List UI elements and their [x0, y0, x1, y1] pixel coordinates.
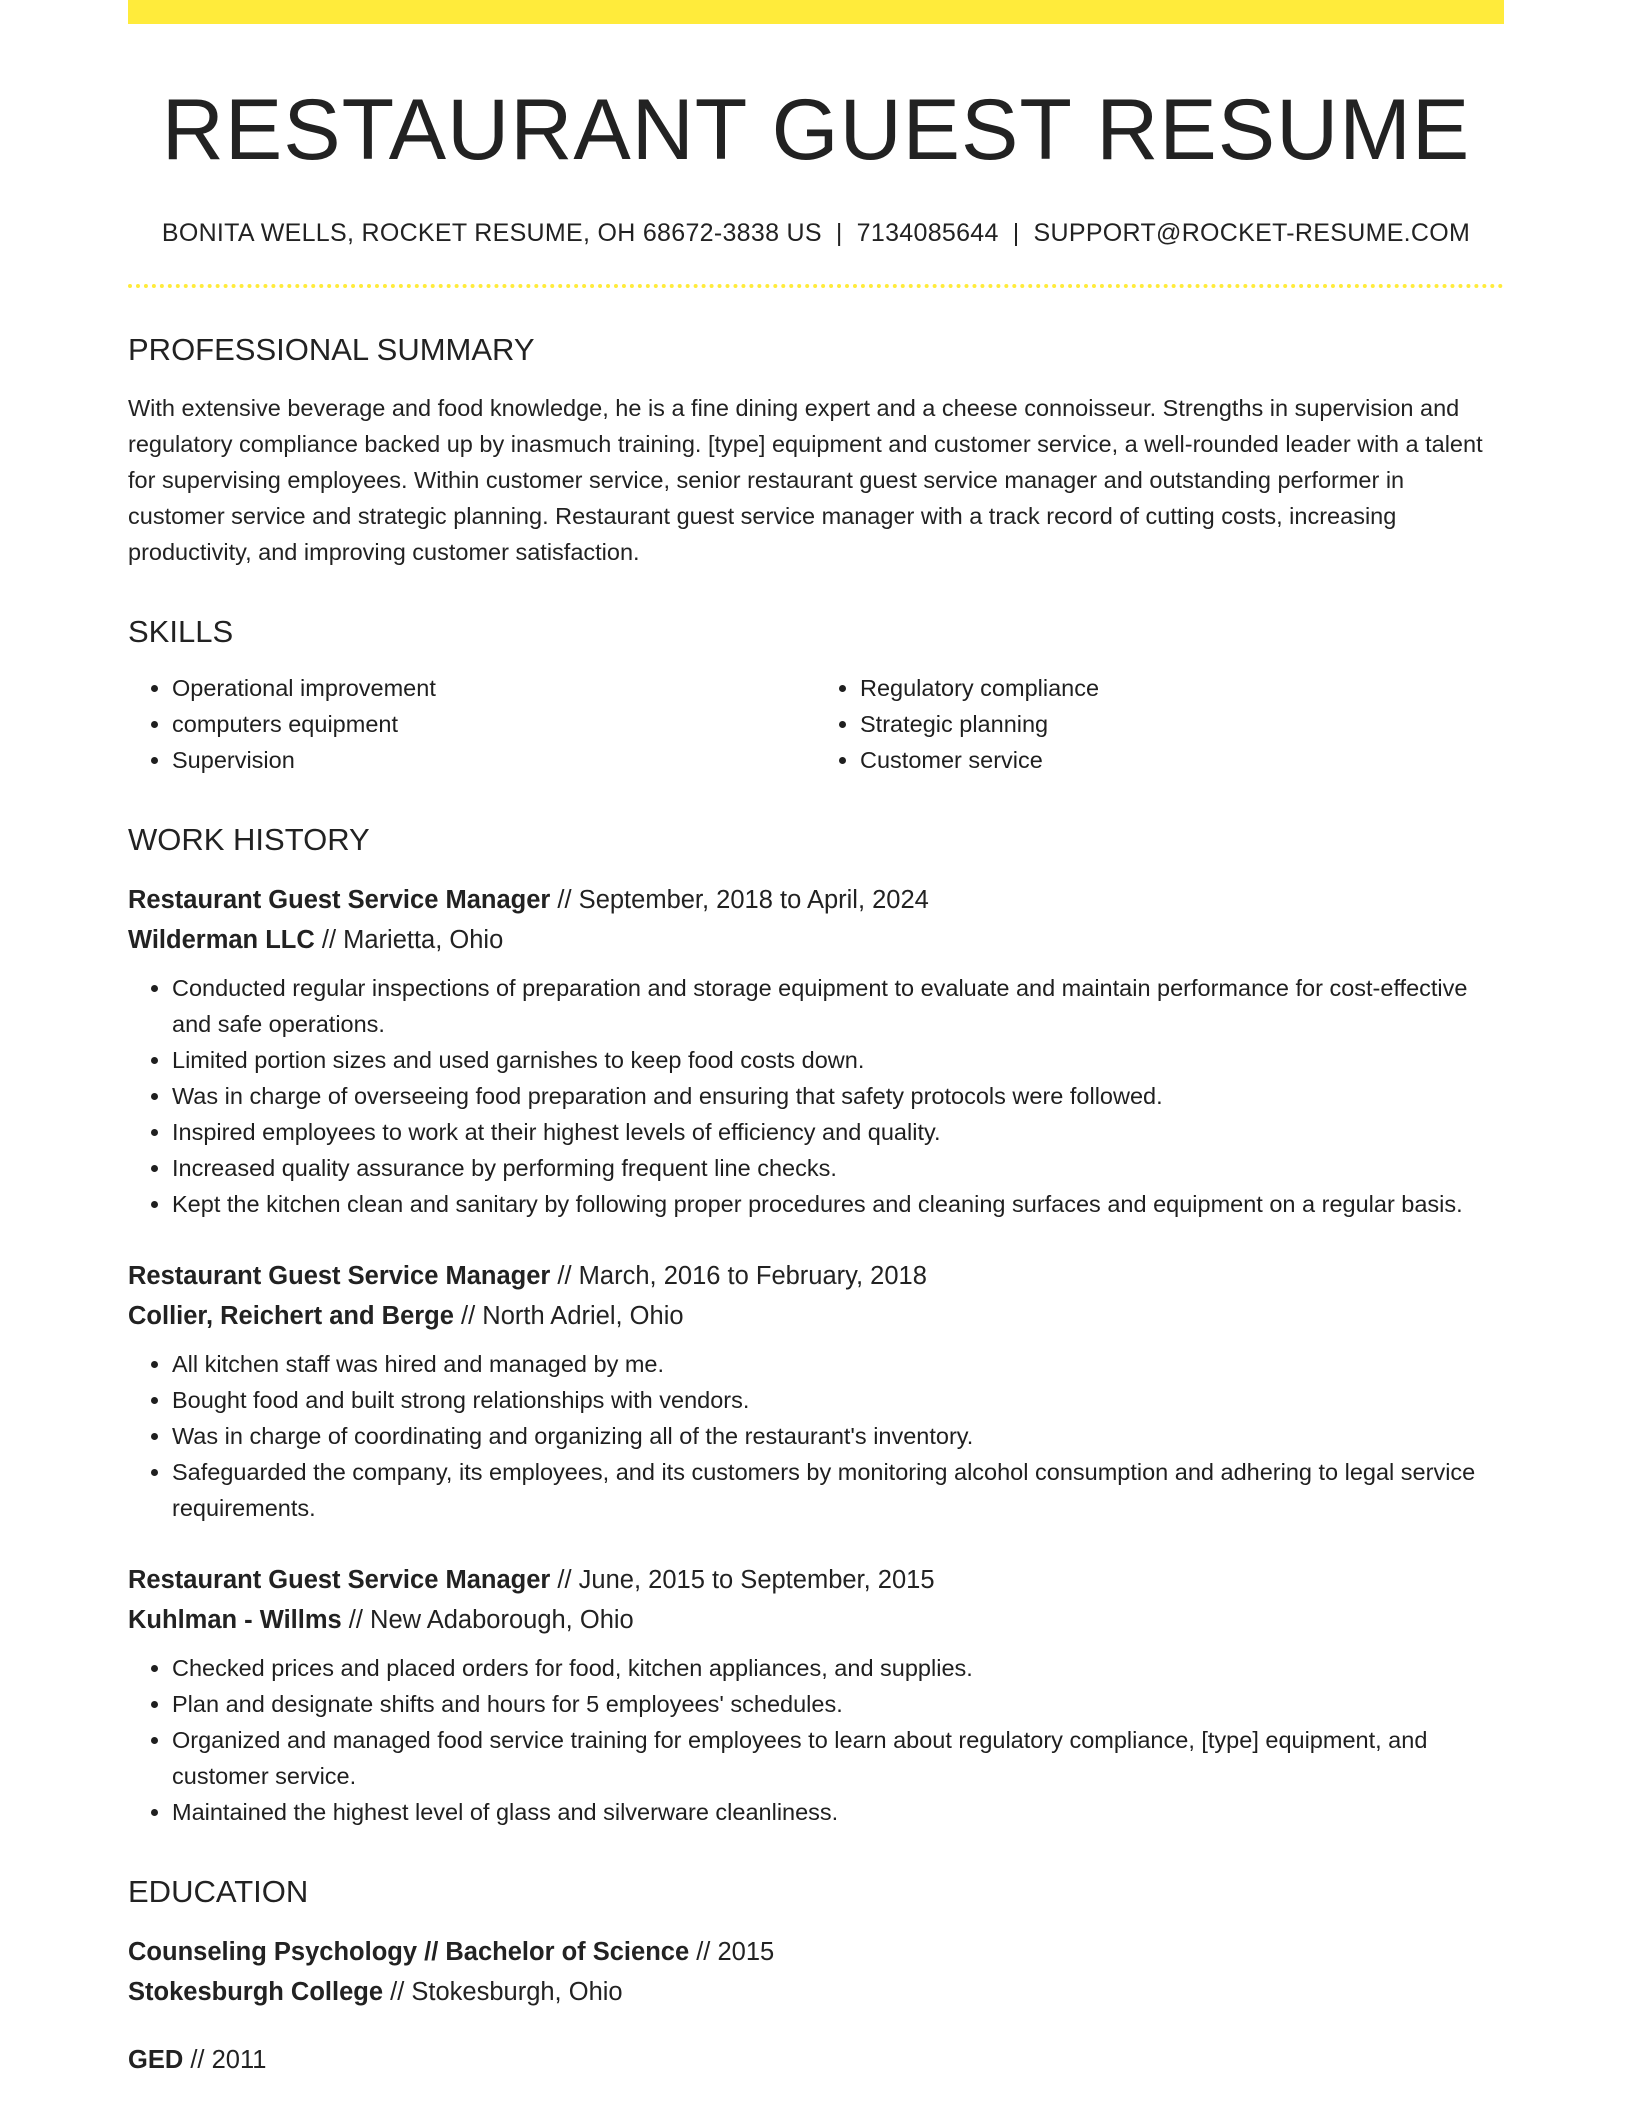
- education-entry: [128, 2040, 1504, 2080]
- education-year: // 2015: [689, 1938, 775, 1966]
- job-title: Restaurant Guest Service Manager: [128, 1566, 551, 1594]
- job-title-line: [128, 880, 1504, 920]
- contact-separator: |: [835, 219, 843, 247]
- skill-item: • Supervision: [172, 742, 816, 778]
- education-location: // Stokesburgh, Ohio: [383, 1978, 623, 2006]
- job-bullet: • Conducted regular inspections of preparation and storage equipment to evaluate and maintain performance for cost-effective and safe operations.: [172, 970, 1504, 1042]
- job-bullet: • Inspired employees to work at their highest levels of efficiency and quality.: [172, 1114, 1504, 1150]
- job-location: // North Adriel, Ohio: [453, 1302, 684, 1330]
- job-bullet: • Was in charge of coordinating and organizing all of the restaurant's inventory.: [172, 1418, 1504, 1454]
- job-entry: [128, 1560, 1504, 1830]
- job-company: Collier, Reichert and Berge: [128, 1302, 454, 1330]
- job-bullet: • Maintained the highest level of glass and silverware cleanliness.: [172, 1794, 1504, 1830]
- skill-item: • computers equipment: [172, 706, 816, 742]
- education-entry: [128, 1932, 1504, 2012]
- education-school: Stokesburgh College: [128, 1978, 384, 2006]
- work-history-heading: WORK HISTORY: [128, 822, 370, 857]
- education-school-line: [128, 1972, 1504, 2012]
- skill-item: • Operational improvement: [172, 670, 816, 706]
- education-degree: Counseling Psychology // Bachelor of Science: [128, 1938, 690, 1966]
- job-bullet: • Organized and managed food service training for employees to learn about regulatory compliance, [type] equipment, and customer service.: [172, 1722, 1504, 1794]
- education-degree-line: [128, 2040, 1504, 2080]
- summary-text: With extensive beverage and food knowledge, he is a fine dining expert and a cheese connoisseur. Strengths in supervision and regulatory compliance backed up by inasmuch training. [type] equipment and customer service, a well-rounded leader with a talent for supervising employees. Within customer service, senior restaurant guest service manager and outstanding performer in customer service and strategic planning. Restaurant guest service manager with a track record of cutting costs, increasing productivity, and improving customer satisfaction.: [128, 395, 1483, 565]
- education-heading: EDUCATION: [128, 1874, 309, 1909]
- skills-heading: SKILLS: [128, 614, 234, 649]
- job-bullet: • Was in charge of overseeing food preparation and ensuring that safety protocols were followed.: [172, 1078, 1504, 1114]
- job-title-line: [128, 1256, 1504, 1296]
- skill-item: • Regulatory compliance: [860, 670, 1504, 706]
- job-bullet: • Increased quality assurance by performing frequent line checks.: [172, 1150, 1504, 1186]
- contact-email: SUPPORT@ROCKET-RESUME.COM: [1033, 219, 1471, 247]
- job-company: Wilderman LLC: [128, 926, 315, 954]
- job-bullet: • Limited portion sizes and used garnishes to keep food costs down.: [172, 1042, 1504, 1078]
- skill-item: • Customer service: [860, 742, 1504, 778]
- job-title: Restaurant Guest Service Manager: [128, 1262, 551, 1290]
- job-bullet: • Bought food and built strong relationships with vendors.: [172, 1382, 1504, 1418]
- job-bullet: • Plan and designate shifts and hours for 5 employees' schedules.: [172, 1686, 1504, 1722]
- job-company-line: [128, 1296, 1504, 1336]
- dotted-divider: [128, 284, 1504, 288]
- skills-column-left: [128, 670, 816, 778]
- job-entry: [128, 1256, 1504, 1526]
- job-dates: // September, 2018 to April, 2024: [550, 886, 929, 914]
- skills-list: [128, 670, 1504, 778]
- contact-address: BONITA WELLS, ROCKET RESUME, OH 68672-3838 US: [161, 219, 822, 247]
- job-bullet: • Kept the kitchen clean and sanitary by following proper procedures and cleaning surfaces and equipment on a regular basis.: [172, 1186, 1504, 1222]
- resume-content: [128, 0, 1504, 2080]
- job-entry: [128, 880, 1504, 1222]
- job-company-line: [128, 920, 1504, 960]
- job-bullet: • Checked prices and placed orders for food, kitchen appliances, and supplies.: [172, 1650, 1504, 1686]
- job-company-line: [128, 1600, 1504, 1640]
- contact-separator: |: [1012, 219, 1020, 247]
- job-location: // New Adaborough, Ohio: [341, 1606, 634, 1634]
- job-dates: // March, 2016 to February, 2018: [550, 1262, 927, 1290]
- resume-title: RESTAURANT GUEST RESUME: [161, 82, 1471, 178]
- skills-column-right: [816, 670, 1504, 778]
- education-year: // 2011: [183, 2046, 267, 2074]
- skill-item: • Strategic planning: [860, 706, 1504, 742]
- job-bullet: • All kitchen staff was hired and managed by me.: [172, 1346, 1504, 1382]
- summary-heading: PROFESSIONAL SUMMARY: [128, 332, 535, 367]
- job-bullets: [128, 1650, 1504, 1830]
- job-bullet: • Safeguarded the company, its employees, and its customers by monitoring alcohol consumption and adhering to legal service requirements.: [172, 1454, 1504, 1526]
- contact-line: [128, 218, 1504, 248]
- education-degree-line: [128, 1932, 1504, 1972]
- education-degree: GED: [128, 2046, 184, 2074]
- job-company: Kuhlman - Willms: [128, 1606, 342, 1634]
- job-title: Restaurant Guest Service Manager: [128, 886, 551, 914]
- job-location: // Marietta, Ohio: [314, 926, 504, 954]
- job-title-line: [128, 1560, 1504, 1600]
- contact-phone: 7134085644: [856, 219, 999, 247]
- job-dates: // June, 2015 to September, 2015: [550, 1566, 935, 1594]
- job-bullets: [128, 1346, 1504, 1526]
- job-bullets: [128, 970, 1504, 1222]
